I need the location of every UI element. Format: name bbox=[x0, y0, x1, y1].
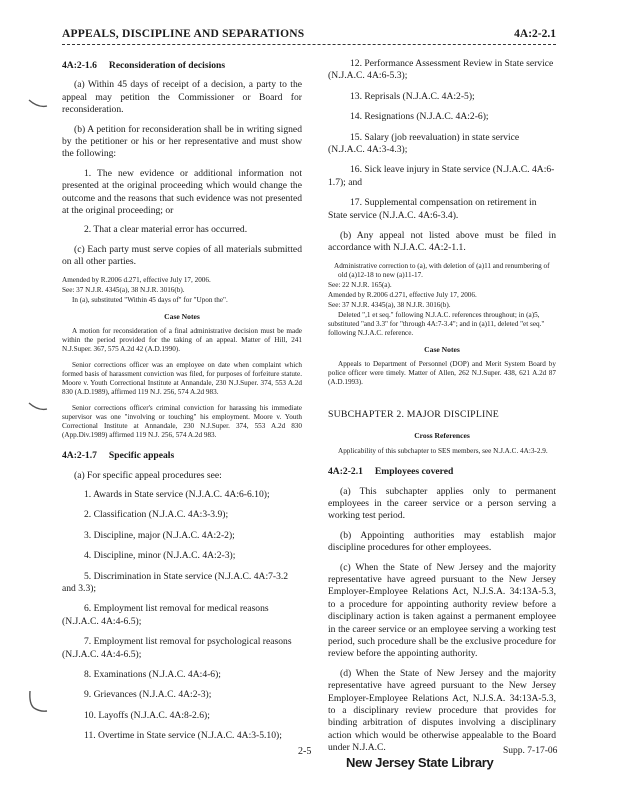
paragraph-b: (b) A petition for reconsideration shall be in writing signed by the petitioner or his or her representative and must show the following: bbox=[62, 123, 302, 160]
case-note: Senior corrections officer was an employee on date when complaint which formed basis of harassment conviction was filed, for purposes of forfeiture statute. Moore v. Youth Correctional Institute at Annandale, 230 N.J.Super. 374, 553 A.2d 830 (A.D.1989), affirmed 119 N.J. 256, 574 A.2d 983. bbox=[62, 361, 302, 397]
paragraph-a: (a) This subchapter applies only to permanent employees in the career service or a person serving a working test period. bbox=[328, 485, 556, 522]
library-stamp: New Jersey State Library bbox=[346, 755, 494, 770]
subchapter-heading: SUBCHAPTER 2. MAJOR DISCIPLINE bbox=[328, 409, 499, 421]
paragraph-c: (c) When the State of New Jersey and the majority representative have agreed pursuant to the New Jersey Employer-Employee Relations Act, N.J.S.A. 34:13A-5.3, to a procedure for appointing authority review before a disciplinary action is taken against a permanent employee in the career service or an employee serving a working test period, such procedure shall be the exclusive procedure for review before the appointing authority. bbox=[328, 561, 556, 660]
amendment-note: See: 22 N.J.R. 165(a). bbox=[328, 280, 392, 289]
margin-mark-icon bbox=[28, 401, 48, 413]
amendment-note: See: 37 N.J.R. 4345(a), 38 N.J.R. 3016(b). bbox=[62, 285, 185, 294]
paragraph-b: (b) Appointing authorities may establish major discipline procedures for other employees. bbox=[328, 529, 556, 554]
header-rule bbox=[62, 44, 556, 45]
list-item: 12. Performance Assessment Review in State service (N.J.A.C. 4A:6-5.3); bbox=[328, 58, 554, 82]
list-item: 1. Awards in State service (N.J.A.C. 4A:6-6.10); bbox=[84, 488, 270, 500]
list-item: 3. Discipline, major (N.J.A.C. 4A:2-2); bbox=[84, 529, 235, 541]
amendment-note: Amended by R.2006 d.271, effective July 17, 2006. bbox=[328, 290, 477, 299]
running-header bbox=[62, 28, 556, 46]
list-item: 6. Employment list removal for medical reasons (N.J.A.C. 4A:4-6.5); bbox=[62, 603, 269, 627]
list-item: 14. Resignations (N.J.A.C. 4A:2-6); bbox=[350, 111, 489, 123]
case-note: A motion for reconsideration of a final administrative decision must be made within the period provided for the taking of an appeal. Matter of Hill, 241 N.J.Super. 367, 575 A.2d 42 (A.D.1990). bbox=[62, 327, 302, 354]
list-item: 5. Discrimination in State service (N.J.A.C. 4A:7-3.2 and 3.3); bbox=[62, 570, 289, 594]
section-heading-1-6: 4A:2-1.6 Reconsideration of decisions bbox=[62, 60, 226, 71]
case-notes-heading: Case Notes bbox=[164, 311, 200, 321]
case-note: Senior corrections officer's criminal conviction for harassing his immediate supervisor was one "involving or touching" his employment. Moore v. Youth Correctional Institute at Annandale, 230 N.J.Super. 374, 553 A.2d 830 (App.Div.1989) affirmed 119 N.J. 256, 574 A.2d 983. bbox=[62, 404, 302, 440]
cross-reference: Applicability of this subchapter to SES members, see N.J.A.C. 4A:3-2.9. bbox=[338, 447, 548, 456]
header-title: APPEALS, DISCIPLINE AND SEPARATIONS bbox=[62, 28, 305, 40]
list-item: 11. Overtime in State service (N.J.A.C. 4A:3-5.10); bbox=[84, 730, 282, 742]
paragraph-b: (b) Any appeal not listed above must be filed in accordance with N.J.A.C. 4A:2-1.1. bbox=[328, 230, 556, 254]
list-item: 10. Layoffs (N.J.A.C. 4A:8-2.6); bbox=[84, 709, 210, 721]
case-note: Appeals to Department of Personnel (DOP) and Merit System Board by police officer were timely. Matter of Allen, 262 N.J.Super. 438, 621 A.2d 87 (A.D.1993). bbox=[328, 360, 556, 387]
margin-mark-icon bbox=[28, 690, 48, 716]
header-code: 4A:2-2.1 bbox=[514, 28, 556, 40]
page-number: 2-5 bbox=[298, 746, 312, 757]
list-item: 16. Sick leave injury in State service (N.J.A.C. 4A:6-1.7); and bbox=[328, 164, 555, 188]
amendment-note: In (a), substituted "Within 45 days of" for "Upon the". bbox=[72, 295, 228, 304]
list-item: 7. Employment list removal for psychological reasons (N.J.A.C. 4A:4-6.5); bbox=[62, 636, 292, 660]
list-item: 9. Grievances (N.J.A.C. 4A:2-3); bbox=[84, 689, 212, 701]
paragraph-d: (d) When the State of New Jersey and the majority representative have agreed pursuant to the New Jersey Employer-Employee Relations Act, N.J.S.A. 34:13A-5.3, to a disciplinary review procedure that provides for binding arbitration of disputes involving a disciplinary action which would be otherwise appealable to the Board under N.J.A.C. bbox=[328, 667, 556, 754]
paragraph-a: (a) Within 45 days of receipt of a decision, a party to the appeal may petition the Commissioner or Board for reconsideration. bbox=[62, 79, 302, 116]
left-column bbox=[62, 58, 302, 751]
supplement-date: Supp. 7-17-06 bbox=[503, 746, 558, 756]
amendment-note: Administrative correction to (a), with deletion of (a)11 and renumbering of old (a)12-18 to new (a)11-17. bbox=[334, 261, 550, 279]
cross-references-heading: Cross References bbox=[414, 430, 470, 440]
paragraph-c: (c) Each party must serve copies of all materials submitted on all other parties. bbox=[62, 243, 302, 268]
page-footer bbox=[0, 744, 618, 774]
list-item: 13. Reprisals (N.J.A.C. 4A:2-5); bbox=[350, 90, 475, 102]
section-heading-2-1: 4A:2-2.1 Employees covered bbox=[328, 466, 454, 478]
paragraph-b1: 1. The new evidence or additional information not presented at the original proceeding which would change the outcome and the reasons that such evidence was not presented at the original proceeding; or bbox=[62, 167, 302, 217]
section-heading-1-7: 4A:2-1.7 Specific appeals bbox=[62, 450, 175, 462]
list-item: 17. Supplemental compensation on retirement in State service (N.J.A.C. 4A:6-3.4). bbox=[328, 197, 537, 221]
list-item: 2. Classification (N.J.A.C. 4A:3-3.9); bbox=[84, 509, 229, 521]
paragraph-b2: 2. That a clear material error has occurred. bbox=[84, 224, 248, 236]
amendment-note: Amended by R.2006 d.271, effective July 17, 2006. bbox=[62, 275, 211, 284]
list-item: 15. Salary (job reevaluation) in state service (N.J.A.C. 4A:3-4.3); bbox=[328, 131, 520, 156]
paragraph-a: (a) For specific appeal procedures see: bbox=[74, 469, 222, 481]
list-item: 4. Discipline, minor (N.J.A.C. 4A:2-3); bbox=[84, 550, 236, 562]
amendment-note: Deleted ",1 et seq." following N.J.A.C. references throughout; in (a)5, substituted "and 3.3" for "through 4A:7-3.4"; and in (a)11, deleted "et seq." following N.J.A.C. reference. bbox=[328, 310, 545, 337]
right-column bbox=[328, 58, 556, 762]
amendment-note: See: 37 N.J.R. 4345(a), 38 N.J.R. 3016(b). bbox=[328, 300, 451, 309]
case-notes-heading: Case Notes bbox=[424, 344, 460, 354]
list-item: 8. Examinations (N.J.A.C. 4A:4-6); bbox=[84, 668, 221, 680]
margin-mark-icon bbox=[28, 98, 48, 110]
